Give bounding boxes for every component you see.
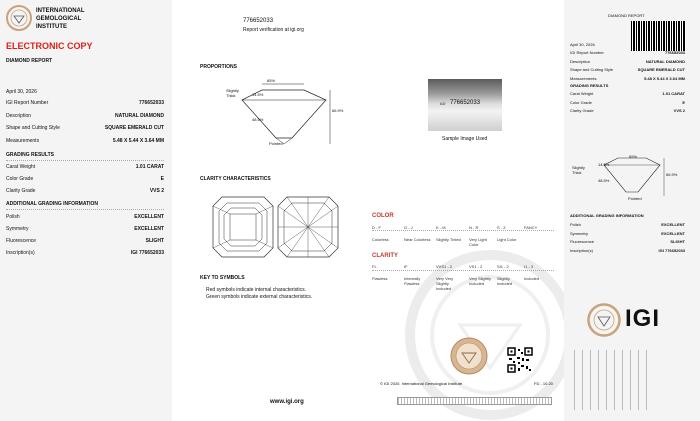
qr-code (507, 347, 533, 373)
right-report-field-value: 776652033 (664, 50, 685, 55)
crown-percentage: 14.5% (252, 92, 264, 97)
grading-field-label: Color Grade (6, 176, 34, 182)
clarity-plot-pavilion (277, 196, 339, 258)
key-to-symbols-title: KEY TO SYMBOLS (200, 275, 245, 281)
right-grading-field-value: VVS 2 (673, 108, 685, 113)
report-field-row (6, 138, 164, 144)
report-date: April 30, 2026 (6, 89, 37, 95)
additional-field-row (6, 214, 164, 220)
grading-field-row (6, 164, 164, 170)
right-additional-field-value: SLIGHT (670, 239, 685, 244)
scale-description: Very Slightly Included (469, 276, 492, 286)
right-additional-field-row (570, 248, 685, 253)
scale-grade: FL (372, 264, 377, 269)
copyright-notice: © IGI 2020, International Gemological Institute (380, 381, 463, 386)
org-name-line1: INTERNATIONAL (36, 8, 85, 14)
additional-field-label: Inscription(s) (6, 250, 35, 256)
additional-field-row (6, 238, 164, 244)
sample-inscription: 776652033 (450, 100, 481, 106)
report-field-label: Shape and Cutting Style (6, 125, 60, 131)
scale-description: Very Light Color (469, 237, 487, 247)
grading-field-row (6, 188, 164, 194)
report-field-label: Measurements (6, 137, 40, 144)
report-field-value: 5.48 X 5.44 X 3.64 MM (112, 137, 164, 144)
scale-grade: SI1 - 2 (497, 264, 509, 269)
right-grading-field-row (570, 108, 685, 113)
clarity-characteristics-title: CLARITY CHARACTERISTICS (200, 176, 271, 182)
key-red-symbols: Red symbols indicate internal characteristics. (206, 287, 307, 293)
scale-description: Internally Flawless (404, 276, 421, 286)
color-scale-divider (372, 230, 554, 231)
depth-percentage: 66.9% (332, 108, 344, 113)
report-field-row (6, 100, 164, 106)
additional-field-value: SLIGHT (145, 238, 164, 244)
right-report-field-row (570, 50, 685, 55)
right-table-percentage: 65% (629, 154, 638, 159)
right-grading-field-row (570, 91, 685, 96)
additional-field-label: Symmetry (6, 226, 29, 232)
org-name-line3: INSTITUTE (36, 24, 67, 30)
scale-grade: VS1 - 2 (469, 264, 483, 269)
right-report-title: DIAMOND REPORT (608, 13, 645, 18)
right-grading-field-value: 1.01 CARAT (662, 91, 685, 96)
girdle-label: Slightly Thick (226, 88, 239, 98)
igi-seal-logo (6, 5, 32, 31)
right-grading-field-row (570, 100, 685, 105)
report-field-value: NATURAL DIAMOND (115, 112, 164, 119)
grading-field-row (6, 176, 164, 182)
igi-logo-text: IGI (625, 305, 661, 332)
scale-description: Very Very Slightly Included (436, 276, 454, 291)
right-grading-field-value: E (682, 99, 685, 105)
scale-grade: S - Z (497, 225, 506, 230)
right-report-field-label: Description (570, 58, 591, 64)
right-report-date: April 30, 2026 (570, 42, 595, 47)
right-barcode (631, 21, 686, 51)
igi-gold-seal (450, 337, 488, 375)
scale-grade: G - J (404, 225, 413, 230)
right-report-field-row (570, 59, 685, 64)
right-grading-field-label: Carat Weight (570, 91, 594, 96)
grading-field-label: Carat Weight (6, 164, 36, 170)
electronic-copy-label: ELECTRONIC COPY (6, 41, 93, 51)
report-field-row (6, 113, 164, 119)
right-report-field-label: IGI Report Number (570, 50, 604, 55)
right-additional-field-label: Polish (570, 222, 581, 227)
additional-field-value: EXCELLENT (134, 226, 164, 232)
table-percentage: 65% (267, 78, 276, 83)
right-additional-title: ADDITIONAL GRADING INFORMATION (570, 213, 644, 218)
right-report-field-value: NATURAL DIAMOND (645, 58, 685, 64)
security-microprint-strip (397, 397, 552, 405)
scale-grade: K - M (436, 225, 446, 230)
center-report-number: 776652033 (243, 18, 274, 24)
right-additional-field-value: EXCELLENT (661, 222, 685, 227)
right-report-field-value: SQUARE EMERALD CUT (637, 67, 685, 72)
form-code: FD - 10.20 (534, 381, 553, 386)
key-green-symbols: Green symbols indicate external characteristics. (206, 294, 313, 300)
right-grading-title: GRADING RESULTS (570, 83, 609, 88)
culet-label: Pointed (269, 141, 283, 146)
clarity-plot-crown (212, 196, 274, 258)
right-report-field-value: 5.48 X 5.44 X 3.64 MM (644, 75, 685, 81)
scale-description: Flawless (372, 276, 388, 281)
footer-url: www.igi.org (270, 399, 304, 405)
report-field-value: 776652033 (138, 100, 164, 106)
rotated-mini-report (574, 350, 654, 410)
grading-field-value: 1.01 CARAT (135, 164, 164, 170)
grading-results-title: GRADING RESULTS (6, 152, 54, 158)
right-grading-field-label: Clarity Grade (570, 108, 594, 113)
proportions-title: PROPORTIONS (200, 64, 237, 70)
report-field-value: SQUARE EMERALD CUT (104, 125, 164, 131)
additional-field-label: Polish (6, 214, 20, 220)
clarity-scale-title: CLARITY (372, 253, 398, 259)
color-scale-title: COLOR (372, 213, 394, 219)
proportions-diagram (230, 76, 350, 152)
right-additional-field-label: Symmetry (570, 230, 588, 236)
grading-divider (6, 160, 164, 161)
grading-field-label: Clarity Grade (6, 188, 36, 194)
scale-grade: FANCY (524, 225, 538, 230)
grading-field-value: E (160, 176, 164, 182)
right-depth-percentage: 66.9% (666, 172, 678, 177)
right-pavilion-percentage: 48.5% (598, 178, 610, 183)
right-additional-field-row (570, 222, 685, 227)
additional-field-row (6, 226, 164, 232)
scale-grade: I1 - 3 (524, 264, 534, 269)
right-additional-field-label: Fluorescence (570, 239, 595, 244)
scale-grade: N - R (469, 225, 479, 230)
igi-logo-seal (587, 303, 621, 337)
grading-field-value: VVS 2 (149, 188, 164, 194)
right-culet-label: Pointed (628, 196, 642, 201)
right-additional-field-value: EXCELLENT (661, 230, 685, 236)
clarity-scale-divider (372, 270, 554, 271)
scale-description: Slightly Tinted (436, 237, 461, 242)
right-report-field-row (570, 76, 685, 81)
scale-description: Included (524, 276, 540, 281)
report-title: DIAMOND REPORT (6, 58, 53, 64)
right-girdle-label: Slightly Thick (572, 165, 585, 175)
right-report-field-row (570, 67, 685, 72)
additional-field-row (6, 250, 164, 256)
right-report-field-label: Measurements (570, 75, 597, 81)
additional-divider (6, 209, 164, 210)
right-report-field-label: Shape and Cutting Style (570, 67, 614, 72)
sample-inscription-logo: IGI (440, 101, 446, 106)
scale-description: Colorless (372, 237, 389, 242)
report-verification: Report verification at igi.org (243, 27, 304, 33)
right-additional-field-row (570, 231, 685, 236)
scale-grade: D - F (372, 225, 381, 230)
scale-grade: IF (404, 264, 408, 269)
report-field-label: Description (6, 112, 32, 119)
report-field-label: IGI Report Number (6, 100, 49, 106)
additional-field-label: Fluorescence (6, 238, 37, 244)
right-additional-field-label: Inscription(s) (570, 247, 593, 253)
org-name-line2: GEMOLOGICAL (36, 16, 82, 22)
scale-description: Light Color (497, 237, 517, 242)
scale-description: Near Colorless (404, 237, 431, 242)
right-additional-field-value: IGI 776652033 (658, 247, 685, 253)
sample-caption: Sample Image Used (442, 136, 488, 142)
right-additional-field-row (570, 239, 685, 244)
scale-grade: VVS1 - 2 (436, 264, 453, 269)
scale-description: Slightly Included (497, 276, 513, 286)
additional-grading-title: ADDITIONAL GRADING INFORMATION (6, 201, 99, 207)
right-crown-percentage: 14.5% (598, 162, 610, 167)
right-grading-field-label: Color Grade (570, 99, 592, 105)
additional-field-value: IGI 776652033 (130, 250, 164, 256)
report-field-row (6, 125, 164, 131)
additional-field-value: EXCELLENT (134, 214, 164, 220)
pavilion-percentage: 48.5% (252, 117, 264, 122)
